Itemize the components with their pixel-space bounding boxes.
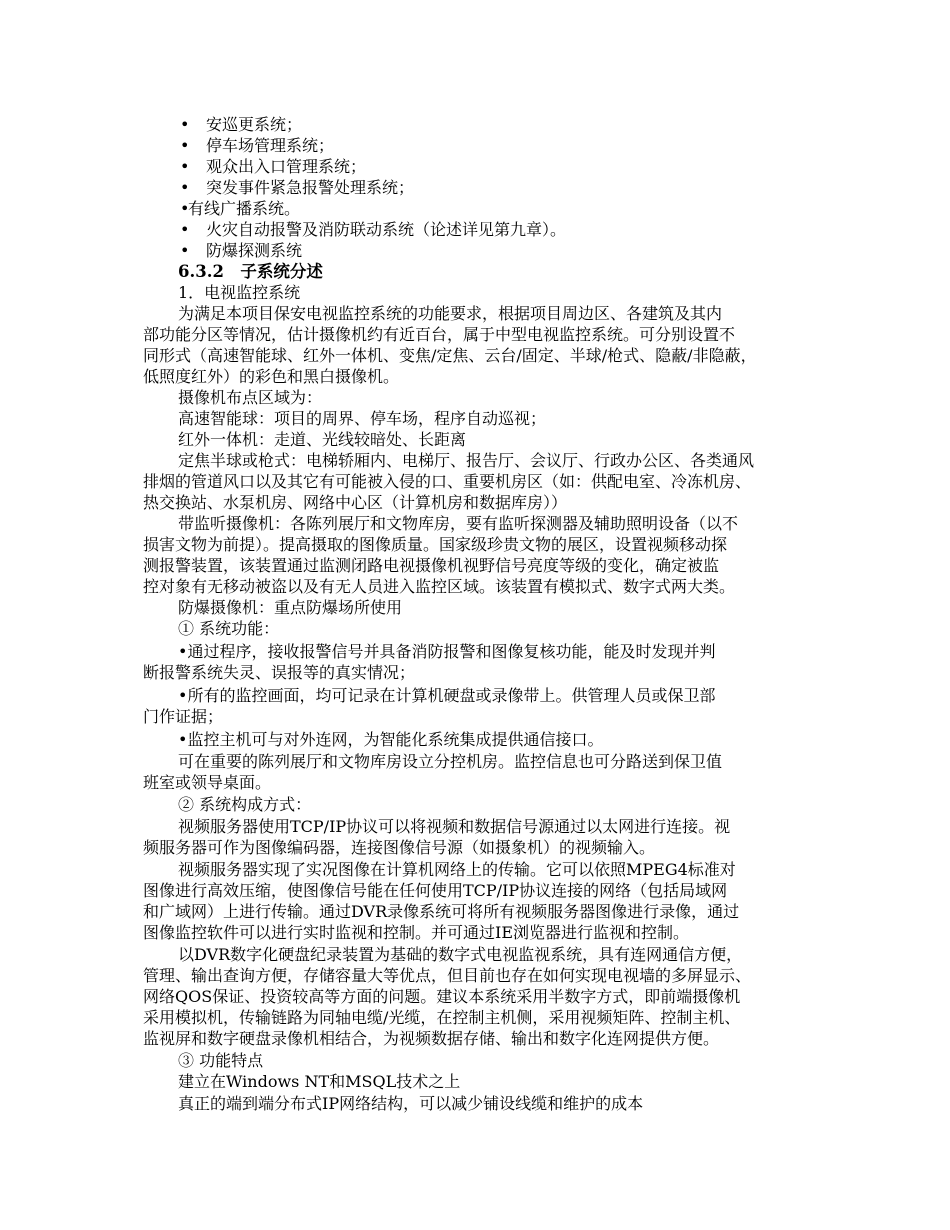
bullet-marker: • [180,157,190,176]
paragraph-line: 定焦半球或枪式：电梯轿厢内、电梯厅、报告厅、会议厅、行政办公区、各类通风 [178,451,755,470]
paragraph-line: 红外一体机：走道、光线较暗处、长距离 [178,430,467,449]
sub-heading: 1．电视监控系统 [178,283,301,302]
paragraph-line: 为满足本项目保安电视监控系统的功能要求，根据项目周边区、各建筑及其内 [178,304,723,323]
bullet-marker: • [180,178,190,197]
bullet-marker: • [180,115,190,134]
paragraph-line: 部功能分区等情况，估计摄像机约有近百台，属于中型电视监控系统。可分别设置不 [143,325,736,344]
paragraph-line: 测报警装置，该装置通过监测闭路电视摄像机视野信号亮度等级的变化，确定被监 [143,556,720,575]
paragraph-line: 图像进行高效压缩，使图像信号能在任何使用TCP/IP协议连接的网络（包括局域网 [143,881,728,900]
bullet-item [180,136,850,156]
paragraph-line: •所有的监控画面，均可记录在计算机硬盘或录像带上。供管理人员或保卫部 [178,686,716,705]
paragraph-line: 损害文物为前提）。提高摄取的图像质量。国家级珍贵文物的展区，设置视频移动探 [143,535,728,554]
paragraph-line: 频服务器可作为图像编码器，连接图像信号源（如摄象机）的视频输入。 [143,838,656,857]
paragraph-line: 排烟的管道风口以及其它有可能被入侵的口、重要机房区（如：供配电室、冷冻机房、 [143,472,752,491]
sub-heading: ② 系统构成方式： [178,795,312,814]
paragraph-line: 真正的端到端分布式IP网络结构，可以减少铺设线缆和维护的成本 [178,1094,644,1113]
bullet-item [180,220,850,240]
bullet-item [180,199,850,219]
paragraph-line: 网络QOS保证、投资较高等方面的问题。建议本系统采用半数字方式，即前端摄像机 [143,987,741,1006]
paragraph-line: 视频服务器使用TCP/IP协议可以将视频和数据信号源通过以太网进行连接。视 [178,817,731,836]
paragraph-line: 和广域网）上进行传输。通过DVR录像系统可将所有视频服务器图像进行录像，通过 [143,902,740,921]
bullet-item [180,178,850,198]
paragraph-line: 高速智能球：项目的周界、停车场，程序自动巡视； [178,409,547,428]
bullet-marker: • [180,199,190,218]
bullet-text: 有线广播系统。 [188,199,301,218]
sub-heading: ③ 功能特点 [178,1051,264,1070]
bullet-text: 观众出入口管理系统； [206,157,367,176]
paragraph-line: 带监听摄像机：各陈列展厅和文物库房，要有监听探测器及辅助照明设备（以不 [178,514,739,533]
paragraph-line: 断报警系统失灵、误报等的真实情况； [143,663,416,682]
paragraph-line: 视频服务器实现了实况图像在计算机网络上的传输。它可以依照MPEG4标准对 [178,860,736,879]
bullet-item [180,157,850,177]
bullet-text: 火灾自动报警及消防联动系统（论述详见第九章）。 [206,220,567,239]
sub-heading: ① 系统功能： [178,619,280,638]
paragraph-line: 采用模拟机，传输链路为同轴电缆/光缆，在控制主机侧，采用视频矩阵、控制主机、 [143,1008,741,1027]
paragraph-line: 管理、输出查询方便，存储容量大等优点，但目前也存在如何实现电视墙的多屏显示、 [143,966,752,985]
paragraph-line: 班室或领导桌面。 [143,773,272,792]
paragraph-line: •监控主机可与对外连网，为智能化系统集成提供通信接口。 [178,730,604,749]
paragraph-line: 可在重要的陈列展厅和文物库房设立分控机房。监控信息也可分路送到保卫值 [178,752,723,771]
bullet-text: 突发事件紧急报警处理系统； [206,178,415,197]
bullet-marker: • [180,220,190,239]
paragraph-line: 以DVR数字化硬盘纪录装置为基础的数字式电视监视系统，具有连网通信方便， [178,945,743,964]
paragraph-line: 热交换站、水泵机房、网络中心区（计算机房和数据库房）） [143,493,568,512]
paragraph-line: 门作证据； [143,707,224,726]
paragraph-line: 同形式（高速智能球、红外一体机、变焦/定焦、云台/固定、半球/枪式、隐蔽/非隐蔽， [143,346,757,365]
bullet-item [180,115,850,135]
paragraph-line: 监视屏和数字硬盘录像机相结合，为视频数据存储、输出和数字化连网提供方便。 [143,1029,720,1048]
bullet-item [180,241,850,261]
paragraph-line: 建立在Windows NT和MSQL技术之上 [178,1072,461,1091]
paragraph-line: 低照度红外）的彩色和黑白摄像机。 [143,367,400,386]
bullet-marker: • [180,136,190,155]
section-heading: 6.3.2 子系统分述 [178,262,323,281]
paragraph-line: 图像监控软件可以进行实时监视和控制。并可通过IE浏览器进行监视和控制。 [143,923,690,942]
paragraph-line: 摄像机布点区域为： [178,388,323,407]
bullet-marker: • [180,241,190,260]
paragraph-line: •通过程序，接收报警信号并具备消防报警和图像复核功能，能及时发现并判 [178,642,716,661]
paragraph-line: 控对象有无移动被盗以及有无人员进入监控区域。该装置有模拟式、数字式两大类。 [143,577,736,596]
bullet-text: 安巡更系统； [206,115,303,134]
paragraph-line: 防爆摄像机：重点防爆场所使用 [178,598,403,617]
bullet-text: 防爆探测系统 [206,241,303,260]
bullet-text: 停车场管理系统； [206,136,335,155]
